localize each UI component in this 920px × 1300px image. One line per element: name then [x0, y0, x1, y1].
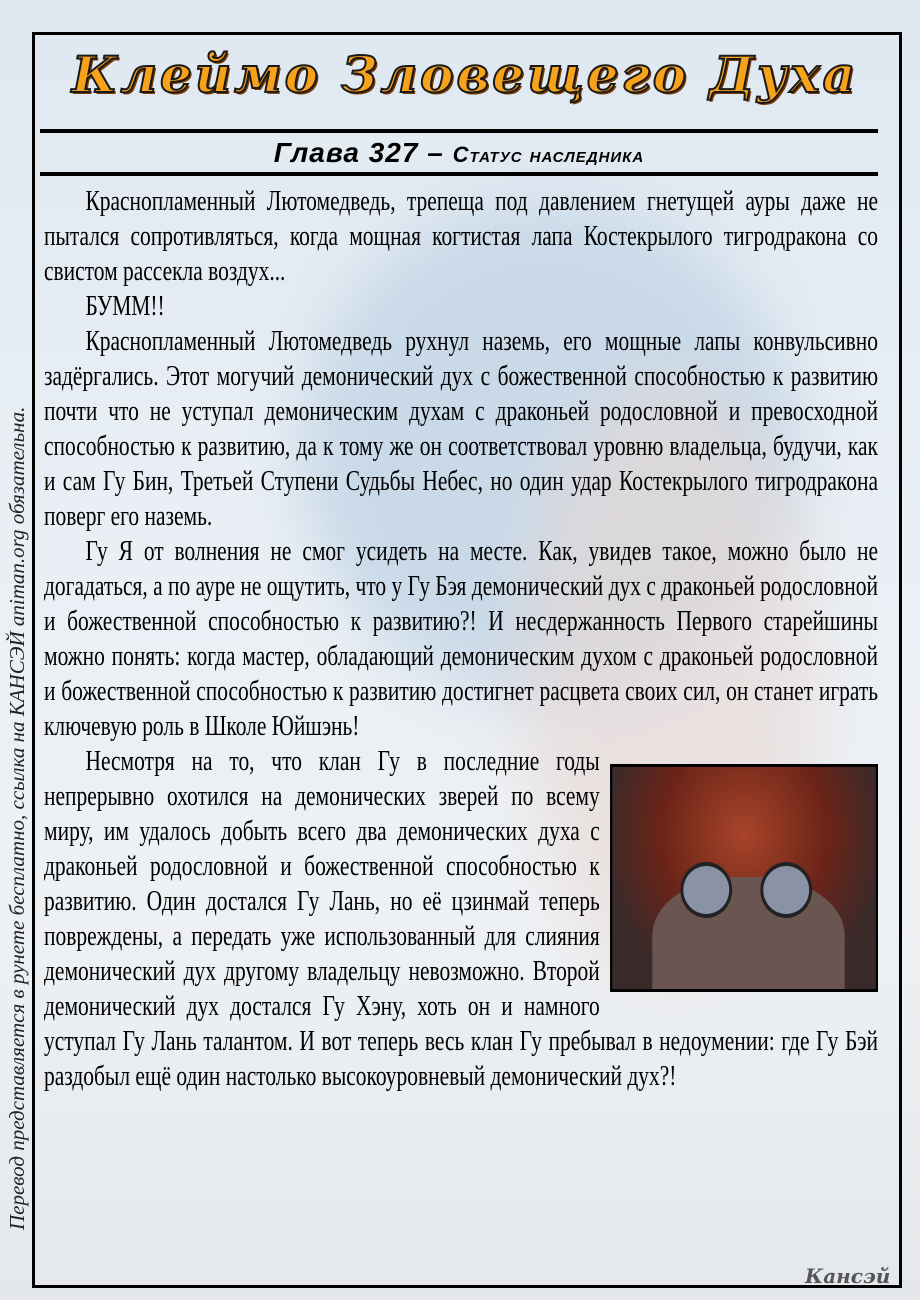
translator-logo: Кансэй	[805, 1264, 891, 1288]
chapter-divider	[40, 172, 878, 176]
title-divider	[40, 129, 878, 133]
chapter-heading	[40, 136, 878, 172]
novel-title: Клеймо Зловещего Духа	[71, 45, 859, 104]
chapter-number: Глава 327	[273, 137, 419, 168]
paragraph: Гу Я от волнения не смог усидеть на месте. Как, увидев такое, можно было не догадаться, а по ауре не ощутить, что у Гу Бэя демонический дух с драконьей родословной и божественной способностью к развитию?! И несдержанность Первого старейшины можно понять: когда мастер, обладающий демоническим духом с драконьей родословной и божественной способностью к развитию достигнет расцвета своих сил, он станет играть ключевую роль в Школе Юйшэнь!	[44, 535, 878, 742]
illustration-image	[610, 764, 878, 992]
translation-notice: Перевод представляется в рунете бесплатно, ссылка на КАНСЭЙ animan.org обязательна.	[5, 406, 29, 1230]
paragraph: Несмотря на то, что клан Гу в последние годы непрерывно охотился на демонических зверей по всему миру, им удалось добыть всего два демонических духа с драконьей родословной и божественной способностью к развитию. Один достался Гу Лань, но её цзинмай теперь повреждены, а передать уже использованный для слияния демонический дух другому владельцу невозможно. Второй демонический дух достался Гу Хэну, хоть он и намного уступал Гу Лань талантом. И вот теперь весь клан Гу пребывал в недоумении: где Гу Бэй раздобыл ещё один настолько высокоуровневый демонический дух?!	[44, 745, 878, 1092]
chapter-text	[44, 184, 878, 1094]
paragraph: Краснопламенный Лютомедведь рухнул наземь, его мощные лапы конвульсивно задёргались. Этот могучий демонический дух с божественной способностью к развитию почти что не уступал демоническим духам с драконьей родословной и превосходной способностью к развитию, да к тому же он соответствовал уровню владельца, будучи, как и сам Гу Бин, Третьей Ступени Судьбы Небес, но один удар Костекрылого тигродракона поверг его наземь.	[44, 325, 878, 532]
glasses-right	[760, 862, 812, 918]
chapter-separator: –	[427, 137, 444, 168]
paragraph: Краснопламенный Лютомедведь, трепеща под давлением гнетущей ауры даже не пытался сопротивляться, когда мощная когтистая лапа Костекрылого тигродракона со свистом рассекла воздух...	[44, 185, 878, 287]
glasses-left	[680, 862, 732, 918]
chapter-name: Статус наследника	[452, 142, 645, 167]
paragraph: БУММ!!	[85, 290, 165, 322]
